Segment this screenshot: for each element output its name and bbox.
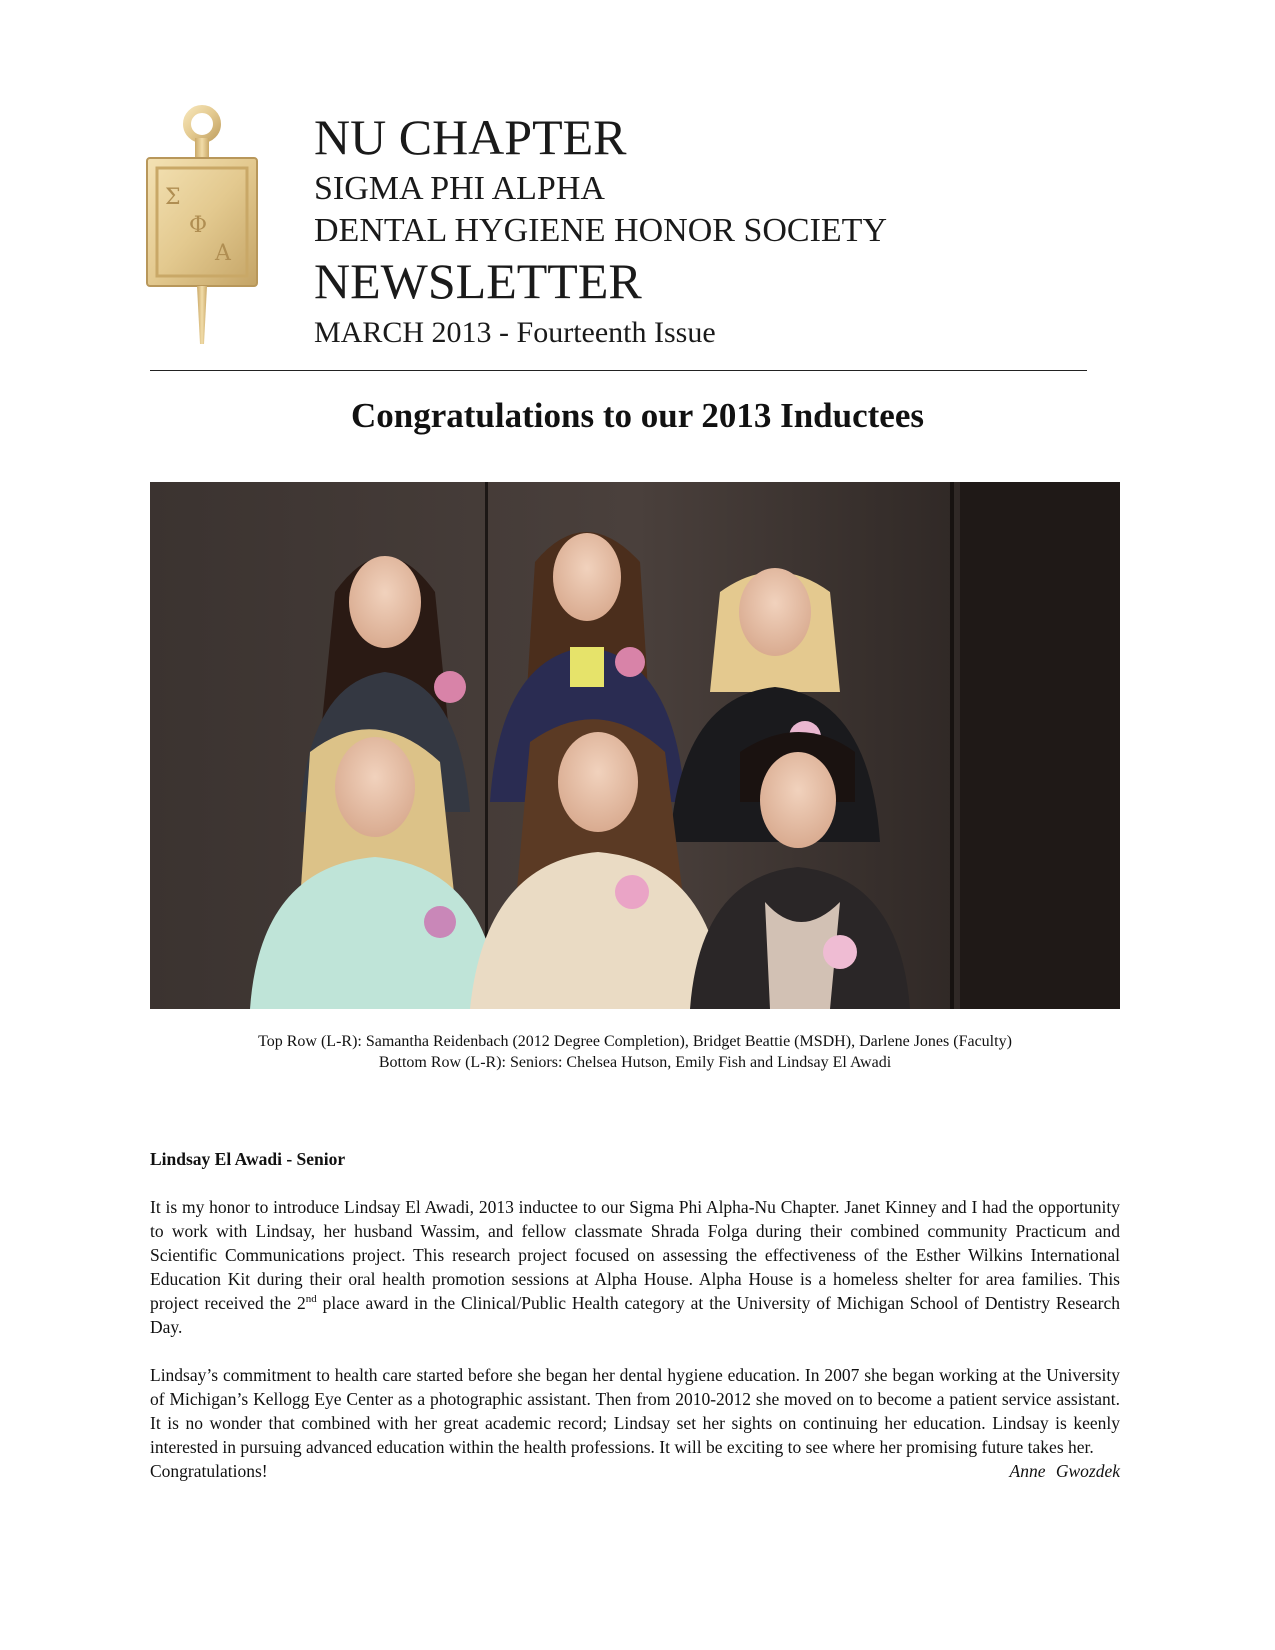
chapter-title: NU CHAPTER	[314, 109, 627, 165]
ordinal-suffix: nd	[305, 1293, 317, 1306]
newsletter-title: NEWSLETTER	[314, 253, 642, 309]
article-title: Lindsay El Awadi - Senior	[150, 1149, 346, 1169]
author-signature: Anne Gwozdek	[1009, 1461, 1120, 1481]
logo-letter-sigma: Σ	[165, 185, 181, 210]
honor-society-key-pin-icon	[145, 104, 265, 354]
header-divider	[150, 370, 1087, 371]
photo-caption	[150, 1031, 1120, 1073]
society-name: SIGMA PHI ALPHA	[314, 170, 605, 207]
paragraph-1-text: It is my honor to introduce Lindsay El Awadi, 2013 inductee to our Sigma Phi Alpha-Nu Chapter. Janet Kinney and I had the opportunity to work with Lindsay, her husband Wassim, and fellow classmate Shrada Folga during their combined community Practicum and Scientific Communications project. This research project focused on assessing the effectiveness of the Esther Wilkins International Education Kit during their oral health promotion sessions at Alpha House. Alpha House is a homeless shelter for area families. This project received the 2	[150, 1197, 1120, 1313]
closing-text: Congratulations!	[150, 1461, 268, 1481]
honor-society-name: DENTAL HYGIENE HONOR SOCIETY	[314, 212, 888, 249]
page-headline: Congratulations to our 2013 Inductees	[350, 396, 924, 435]
issue-line: MARCH 2013 - Fourteenth Issue	[314, 316, 716, 349]
caption-bottom-row: Bottom Row (L-R): Seniors: Chelsea Hutson, Emily Fish and Lindsay El Awadi	[378, 1054, 892, 1071]
paragraph-1-text-end: place award in the Clinical/Public Health category at the University of Michigan School of Dentistry Research Day.	[150, 1293, 1120, 1337]
article-paragraph-1	[150, 1195, 1120, 1339]
article-paragraph-2: Lindsay’s commitment to health care started before she began her dental hygiene education. In 2007 she began working at the University of Michigan’s Kellogg Eye Center as a photographic assistant. Then from 2010-2012 she moved on to become a patient service assistant. It is no wonder that combined with her great academic record; Lindsay set her sights on continuing her education. Lindsay is keenly interested in pursuing advanced education within the health professions. It will be exciting to see where her promising future takes her.	[150, 1365, 1120, 1457]
caption-top-row: Top Row (L-R): Samantha Reidenbach (2012 Degree Completion), Bridget Beattie (MSDH), Darlene Jones (Faculty)	[258, 1033, 1012, 1050]
logo-letter-phi: Φ	[189, 213, 208, 238]
masthead	[314, 109, 1214, 349]
inductees-group-photo	[150, 482, 1120, 1009]
closing-line	[150, 1459, 1120, 1483]
article-lindsay	[150, 1147, 1120, 1483]
logo-letter-alpha: Α	[215, 241, 231, 266]
